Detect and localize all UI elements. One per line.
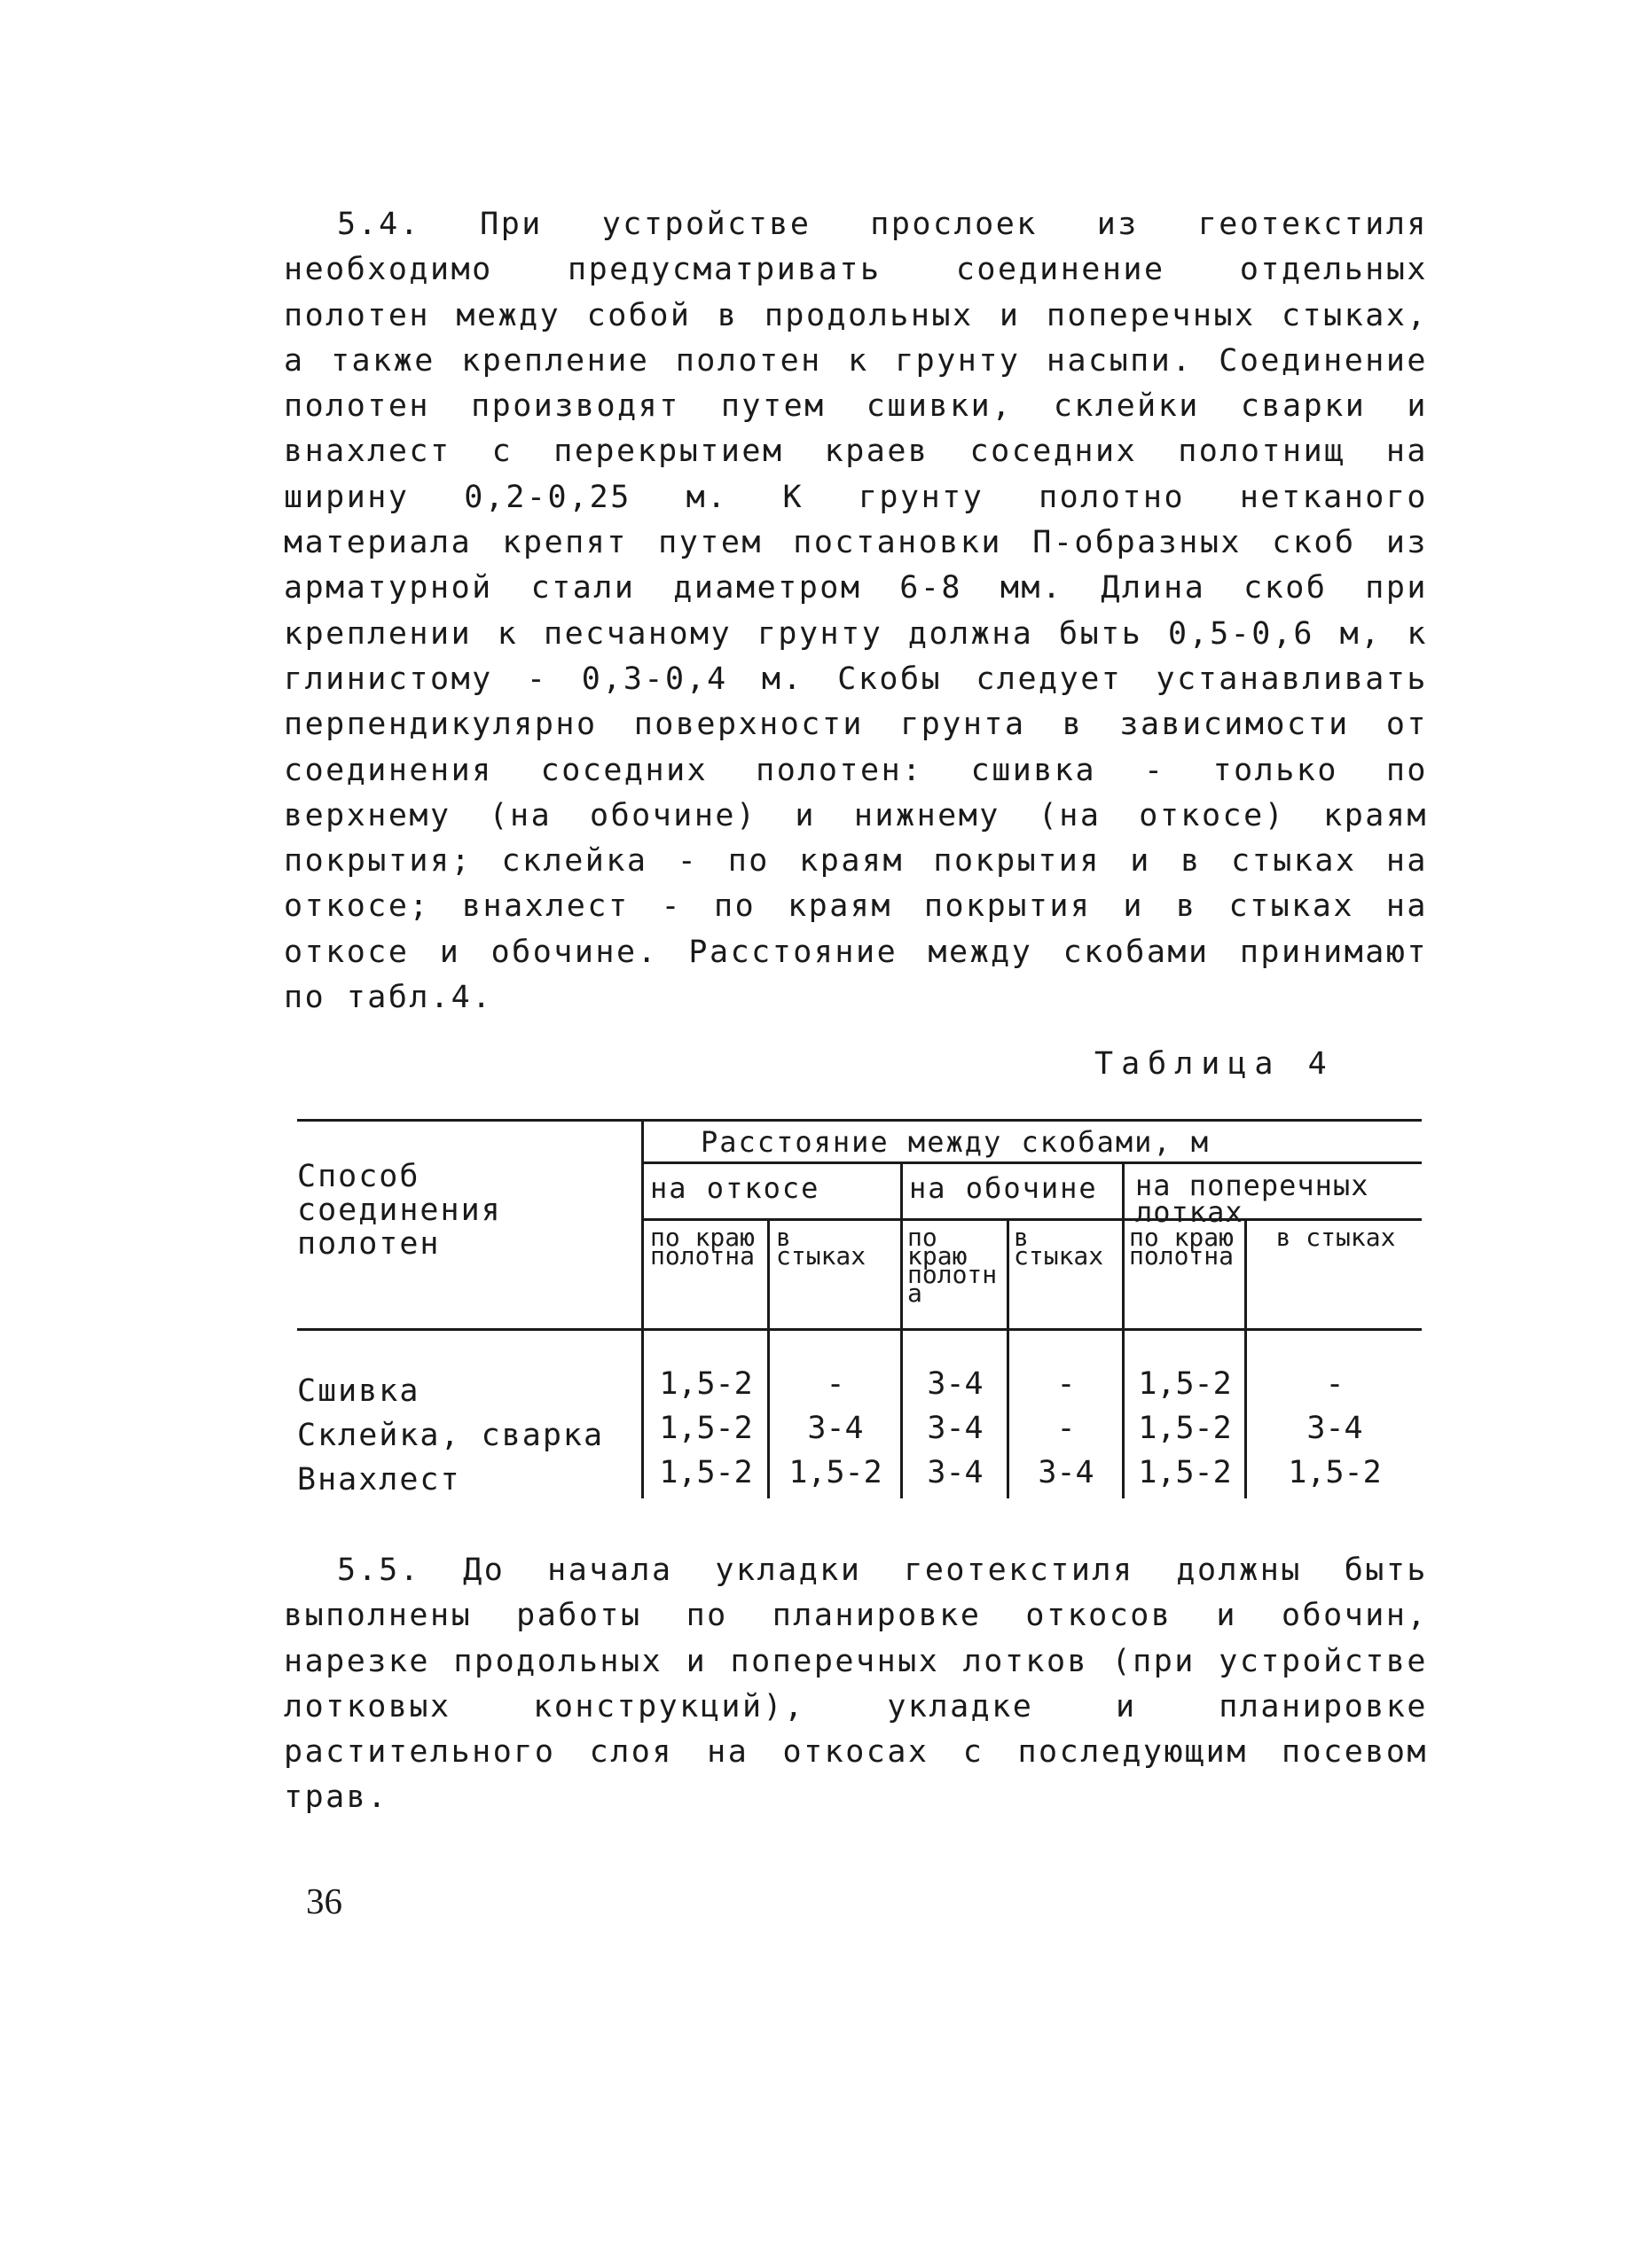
subheader-slope-joints: в стыках xyxy=(776,1223,866,1271)
table-cell: - xyxy=(1056,1411,1076,1446)
section-5-5-paragraph: 5.5. До начала укладки геотекстиля должны быть выполнены работы по планировке откосов и обочин, нарезке продольных и поперечных лотков (при устройстве лотковых конструкций), укладке и планировке растительного слоя на откосах с последующим посевом трав. xyxy=(284,1552,1428,1816)
table-cell: 1,5-2 xyxy=(788,1455,882,1490)
table-cell: 1,5-2 xyxy=(1138,1366,1232,1402)
table-caption: Таблица 4 xyxy=(1094,1046,1335,1082)
subgroup-header-trays: на поперечных лотках xyxy=(1135,1169,1369,1229)
subgroup-header-shoulder: на обочине xyxy=(909,1171,1098,1205)
subheader-shoulder-edge: по краю полотна xyxy=(907,1223,998,1308)
header-bottom-rule xyxy=(297,1328,1422,1331)
subheader-trays-joints: в стыках xyxy=(1275,1223,1396,1252)
table-cell: 1,5-2 xyxy=(1138,1455,1232,1490)
table-cell: 3-4 xyxy=(927,1366,984,1402)
subheader-shoulder-joints: в стыках xyxy=(1014,1223,1104,1271)
subheader-trays-edge: по краю полотна xyxy=(1129,1223,1235,1271)
table-cell: - xyxy=(826,1366,845,1402)
table-cell: 3-4 xyxy=(927,1455,984,1490)
table-cell: - xyxy=(1325,1366,1345,1402)
col-divider-1 xyxy=(767,1218,770,1498)
table-cell: 1,5-2 xyxy=(659,1455,753,1490)
table-cell: 3-4 xyxy=(807,1411,864,1446)
row-label-overlap: Внахлест xyxy=(297,1462,461,1498)
table-cell: - xyxy=(1056,1366,1076,1402)
col-divider-4 xyxy=(1122,1161,1125,1498)
col-divider-5 xyxy=(1244,1218,1247,1498)
table-cell: 1,5-2 xyxy=(659,1366,753,1402)
row-label-stitching: Сшивка xyxy=(297,1373,420,1409)
stub-header: Способ соединения полотен xyxy=(297,1159,502,1262)
col-divider-2 xyxy=(900,1161,903,1498)
table-cell: 3-4 xyxy=(927,1411,984,1446)
section-5-4-paragraph: 5.4. При устройстве прослоек из геотекстиля необходимо предусматривать соединение отдельных полотен между собой в продольных и поперечных стыках, а также крепление полотен к грунту насыпи. Соединение полотен производят путем сшивки, склейки сварки и внахлест с перекрытием краев соседних полотнищ на ширину 0,2-0,25 м. К грунту полотно нетканого материала крепят путем постановки П-образных скоб из арматурной стали диаметром 6-8 мм. Длина скоб при креплении к песчаному грунту должна быть 0,5-0,6 м, к глинистому - 0,3-0,4 м. Скобы следует устанавливать перпендикулярно поверхности грунта в зависимости от соединения соседних полотен: сшивка - только по верхнему (на обочине) и нижнему (на откосе) краям покрытия; склейка - по краям покрытия и в стыках на откосе; внахлест - по краям покрытия и в стыках на откосе и обочине. Расстояние между скобами принимают по табл.4. xyxy=(284,207,1428,1016)
table-cell: 1,5-2 xyxy=(659,1411,753,1446)
subheader-slope-edge: по краю полотна xyxy=(650,1223,756,1271)
table-4 xyxy=(297,1119,1422,1498)
table-top-rule xyxy=(297,1119,1422,1122)
table-cell: 3-4 xyxy=(1306,1411,1363,1446)
col-divider-3 xyxy=(1007,1218,1009,1498)
row-label-gluing-welding: Склейка, сварка xyxy=(297,1418,605,1453)
table-cell: 1,5-2 xyxy=(1288,1455,1382,1490)
group-header: Расстояние между скобами, м xyxy=(701,1125,1211,1159)
subgroup-header-slope: на откосе xyxy=(650,1171,820,1205)
table-cell: 3-4 xyxy=(1038,1455,1094,1490)
group-header-rule xyxy=(641,1161,1422,1164)
stub-divider xyxy=(641,1119,644,1498)
table-cell: 1,5-2 xyxy=(1138,1411,1232,1446)
page-number: 36 xyxy=(306,1881,342,1921)
